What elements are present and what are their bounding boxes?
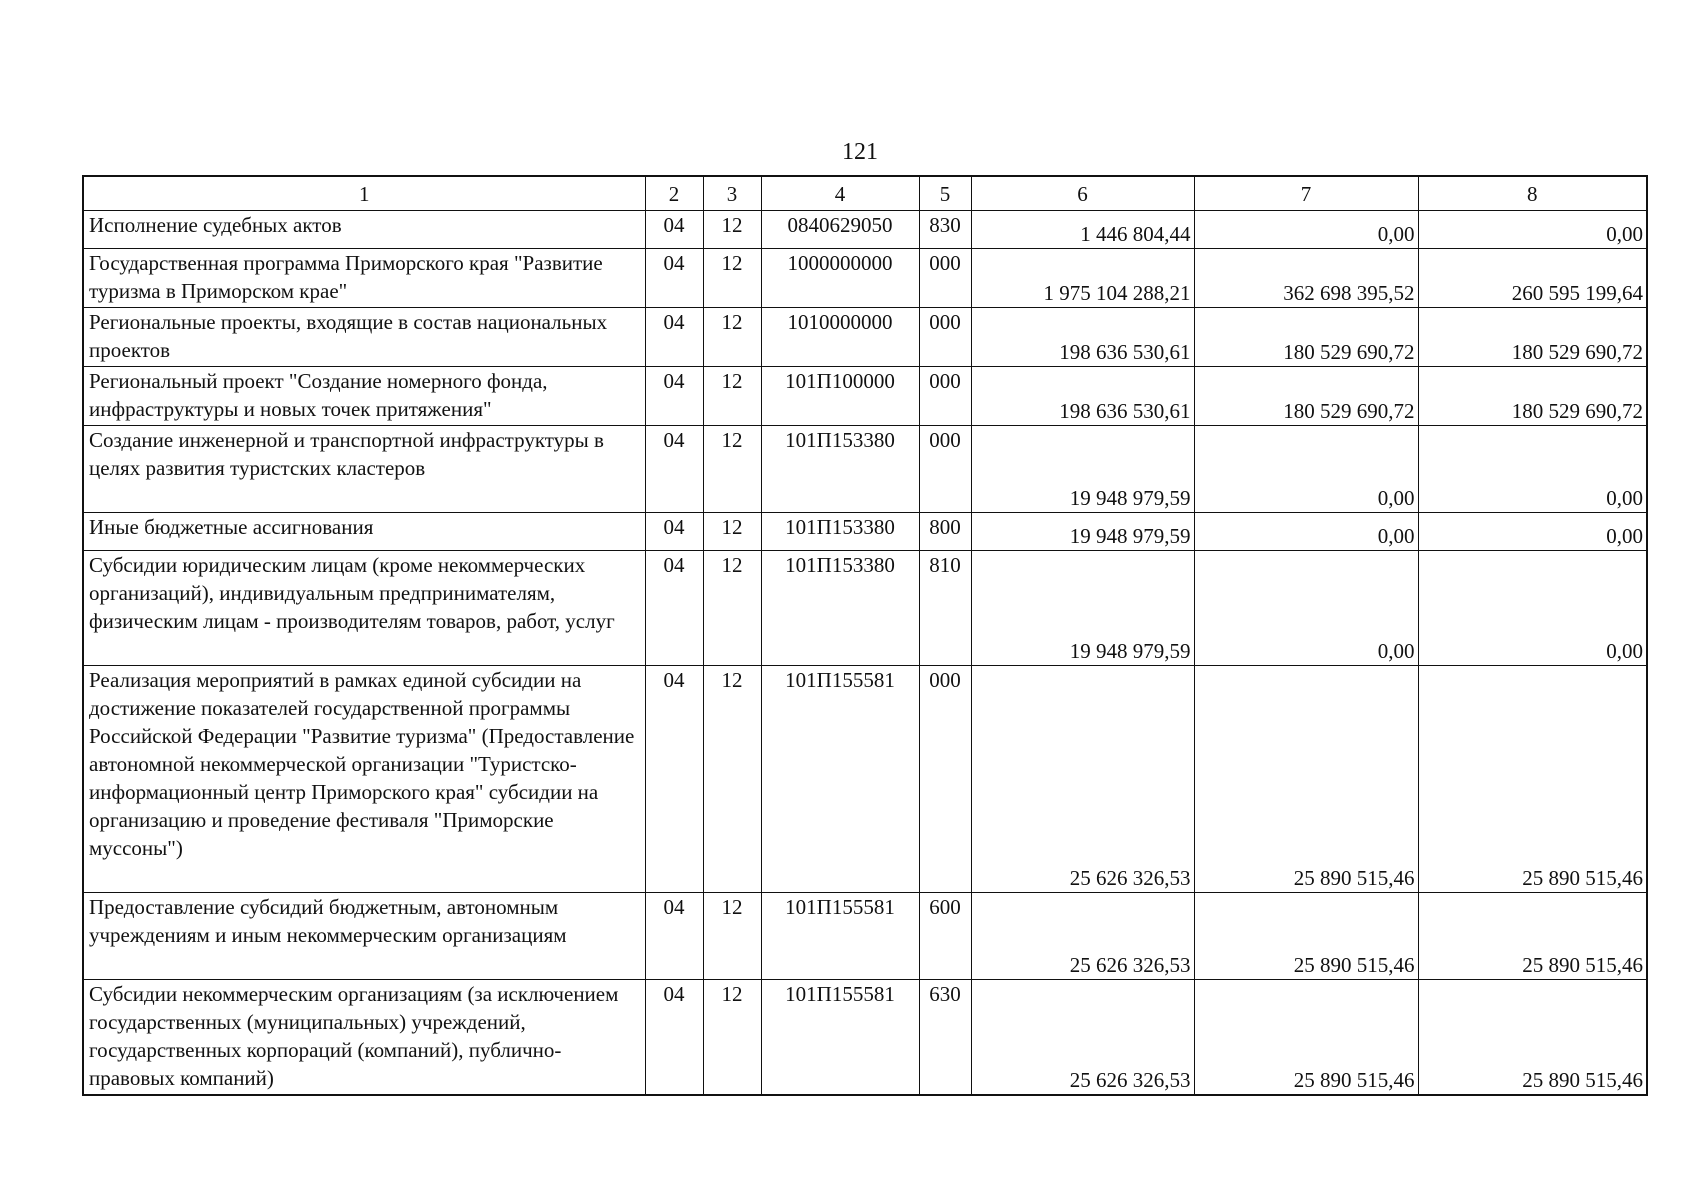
- row-name: Предоставление субсидий бюджетным, автономным учреждениям и иным некоммерческим организациям: [83, 893, 645, 980]
- row-amount-6: 25 626 326,53: [971, 893, 1194, 980]
- row-name: Реализация мероприятий в рамках единой субсидии на достижение показателей государственной программы Российской Федерации "Развитие туризма" (Предоставление автономной некоммерческой организации "Туристско-информационный центр Приморского края" субсидии на организацию и проведение фестиваля "Приморские муссоны"): [83, 666, 645, 893]
- row-amount-6: 19 948 979,59: [971, 513, 1194, 551]
- row-amount-6: 198 636 530,61: [971, 367, 1194, 426]
- row-subsection: 12: [703, 666, 761, 893]
- row-amount-8: 25 890 515,46: [1418, 980, 1647, 1095]
- row-amount-6: 1 975 104 288,21: [971, 249, 1194, 308]
- row-amount-7: 0,00: [1194, 426, 1418, 513]
- table-row: [83, 893, 1647, 980]
- column-header-4: 4: [761, 176, 919, 211]
- row-subsection: 12: [703, 893, 761, 980]
- row-target-code: 101П153380: [761, 426, 919, 513]
- row-amount-6: 19 948 979,59: [971, 551, 1194, 666]
- row-subsection: 12: [703, 980, 761, 1095]
- row-name: Региональный проект "Создание номерного фонда, инфраструктуры и новых точек притяжения": [83, 367, 645, 426]
- row-section: 04: [645, 367, 703, 426]
- row-expense-type: 810: [919, 551, 971, 666]
- header-row: [83, 176, 1647, 211]
- row-expense-type: 630: [919, 980, 971, 1095]
- row-target-code: 101П155581: [761, 893, 919, 980]
- row-amount-8: 0,00: [1418, 426, 1647, 513]
- table-row: [83, 426, 1647, 513]
- table-row: [83, 980, 1647, 1095]
- row-target-code: 1010000000: [761, 308, 919, 367]
- column-header-8: 8: [1418, 176, 1647, 211]
- row-amount-7: 0,00: [1194, 551, 1418, 666]
- row-name: Создание инженерной и транспортной инфраструктуры в целях развития туристских кластеров: [83, 426, 645, 513]
- row-amount-6: 25 626 326,53: [971, 980, 1194, 1095]
- row-section: 04: [645, 666, 703, 893]
- row-target-code: 101П100000: [761, 367, 919, 426]
- row-amount-8: 25 890 515,46: [1418, 666, 1647, 893]
- row-amount-7: 25 890 515,46: [1194, 980, 1418, 1095]
- table-row: [83, 513, 1647, 551]
- row-target-code: 101П153380: [761, 513, 919, 551]
- row-section: 04: [645, 980, 703, 1095]
- row-name: Субсидии юридическим лицам (кроме некоммерческих организаций), индивидуальным предпринимателям, физическим лицам - производителям товаров, работ, услуг: [83, 551, 645, 666]
- row-amount-7: 180 529 690,72: [1194, 308, 1418, 367]
- row-amount-8: 0,00: [1418, 211, 1647, 249]
- row-name: Региональные проекты, входящие в состав национальных проектов: [83, 308, 645, 367]
- row-amount-7: 25 890 515,46: [1194, 666, 1418, 893]
- row-amount-7: 362 698 395,52: [1194, 249, 1418, 308]
- row-expense-type: 000: [919, 426, 971, 513]
- row-section: 04: [645, 308, 703, 367]
- row-expense-type: 000: [919, 308, 971, 367]
- column-header-1: 1: [83, 176, 645, 211]
- table-row: [83, 211, 1647, 249]
- budget-table: [82, 175, 1648, 1096]
- column-header-2: 2: [645, 176, 703, 211]
- row-subsection: 12: [703, 249, 761, 308]
- row-subsection: 12: [703, 367, 761, 426]
- row-target-code: 101П153380: [761, 551, 919, 666]
- row-subsection: 12: [703, 551, 761, 666]
- table-row: [83, 249, 1647, 308]
- column-header-3: 3: [703, 176, 761, 211]
- row-expense-type: 000: [919, 249, 971, 308]
- row-subsection: 12: [703, 308, 761, 367]
- row-expense-type: 000: [919, 666, 971, 893]
- row-subsection: 12: [703, 211, 761, 249]
- row-expense-type: 600: [919, 893, 971, 980]
- row-amount-8: 180 529 690,72: [1418, 308, 1647, 367]
- row-expense-type: 800: [919, 513, 971, 551]
- row-name: Иные бюджетные ассигнования: [83, 513, 645, 551]
- row-amount-6: 25 626 326,53: [971, 666, 1194, 893]
- row-section: 04: [645, 426, 703, 513]
- row-section: 04: [645, 893, 703, 980]
- row-amount-6: 19 948 979,59: [971, 426, 1194, 513]
- row-amount-6: 198 636 530,61: [971, 308, 1194, 367]
- row-expense-type: 000: [919, 367, 971, 426]
- table-row: [83, 551, 1647, 666]
- row-section: 04: [645, 513, 703, 551]
- row-target-code: 101П155581: [761, 980, 919, 1095]
- row-target-code: 101П155581: [761, 666, 919, 893]
- table-row: [83, 367, 1647, 426]
- row-amount-8: 0,00: [1418, 551, 1647, 666]
- row-amount-8: 180 529 690,72: [1418, 367, 1647, 426]
- table-row: [83, 666, 1647, 893]
- row-name: Исполнение судебных актов: [83, 211, 645, 249]
- row-section: 04: [645, 211, 703, 249]
- row-name: Субсидии некоммерческим организациям (за исключением государственных (муниципальных) учреждений, государственных корпораций (компаний), публично-правовых компаний): [83, 980, 645, 1095]
- row-target-code: 0840629050: [761, 211, 919, 249]
- row-expense-type: 830: [919, 211, 971, 249]
- row-amount-7: 0,00: [1194, 211, 1418, 249]
- row-section: 04: [645, 249, 703, 308]
- row-amount-7: 0,00: [1194, 513, 1418, 551]
- table-row: [83, 308, 1647, 367]
- row-amount-8: 0,00: [1418, 513, 1647, 551]
- row-amount-6: 1 446 804,44: [971, 211, 1194, 249]
- row-subsection: 12: [703, 513, 761, 551]
- column-header-5: 5: [919, 176, 971, 211]
- row-name: Государственная программа Приморского края "Развитие туризма в Приморском крае": [83, 249, 645, 308]
- row-amount-7: 25 890 515,46: [1194, 893, 1418, 980]
- page-number: 121: [842, 139, 878, 165]
- row-section: 04: [645, 551, 703, 666]
- column-header-6: 6: [971, 176, 1194, 211]
- row-subsection: 12: [703, 426, 761, 513]
- column-header-7: 7: [1194, 176, 1418, 211]
- row-amount-7: 180 529 690,72: [1194, 367, 1418, 426]
- row-amount-8: 25 890 515,46: [1418, 893, 1647, 980]
- row-target-code: 1000000000: [761, 249, 919, 308]
- row-amount-8: 260 595 199,64: [1418, 249, 1647, 308]
